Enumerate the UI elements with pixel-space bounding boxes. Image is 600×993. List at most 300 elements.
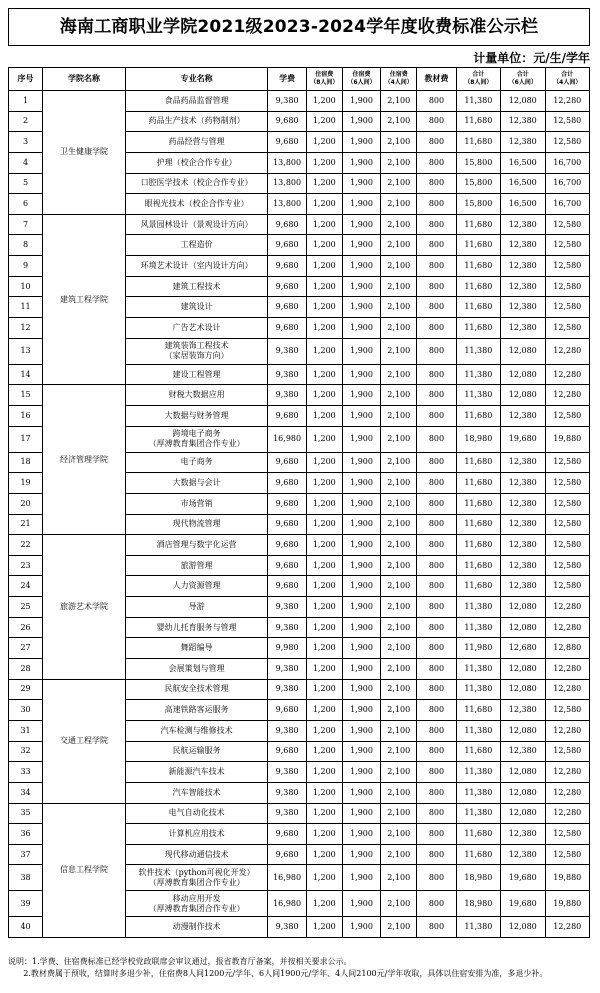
dorm-6-cell: 1,900 bbox=[342, 803, 380, 824]
major-cell: 建设工程管理 bbox=[125, 364, 268, 385]
tuition-cell: 9,680 bbox=[268, 473, 306, 494]
total-8-cell: 11,380 bbox=[456, 364, 500, 385]
books-cell: 800 bbox=[417, 256, 456, 277]
seq-cell: 37 bbox=[9, 844, 43, 865]
table-row bbox=[9, 803, 590, 824]
major-cell: 婴幼儿托育服务与管理 bbox=[125, 617, 268, 638]
dorm-8-cell: 1,200 bbox=[306, 473, 342, 494]
major-cell: 电气自动化技术 bbox=[125, 803, 268, 824]
books-cell: 800 bbox=[417, 917, 456, 938]
total-4-cell: 19,880 bbox=[545, 865, 590, 891]
seq-cell: 22 bbox=[9, 535, 43, 556]
total-6-cell: 12,380 bbox=[501, 473, 545, 494]
total-8-cell: 11,680 bbox=[456, 473, 500, 494]
dorm-8-cell: 1,200 bbox=[306, 891, 342, 917]
header-tuition: 学费 bbox=[268, 68, 306, 91]
total-4-cell: 12,280 bbox=[545, 364, 590, 385]
dorm-4-cell: 2,100 bbox=[381, 318, 417, 339]
major-cell: 眼视光技术（校企合作专业） bbox=[125, 194, 268, 215]
total-4-cell: 12,280 bbox=[545, 338, 590, 364]
major-cell: 民航安全技术管理 bbox=[125, 679, 268, 700]
major-cell: 广告艺术设计 bbox=[125, 318, 268, 339]
major-cell: 舞蹈编导 bbox=[125, 638, 268, 659]
total-8-cell: 11,380 bbox=[456, 917, 500, 938]
total-8-cell: 11,380 bbox=[456, 597, 500, 618]
seq-cell: 26 bbox=[9, 617, 43, 638]
dorm-8-cell: 1,200 bbox=[306, 762, 342, 783]
dorm-6-cell: 1,900 bbox=[342, 256, 380, 277]
total-6-cell: 12,380 bbox=[501, 297, 545, 318]
dorm-8-cell: 1,200 bbox=[306, 338, 342, 364]
total-6-cell: 12,380 bbox=[501, 276, 545, 297]
total-8-cell: 11,380 bbox=[456, 338, 500, 364]
dorm-4-cell: 2,100 bbox=[381, 891, 417, 917]
dorm-8-cell: 1,200 bbox=[306, 638, 342, 659]
books-cell: 800 bbox=[417, 535, 456, 556]
books-cell: 800 bbox=[417, 824, 456, 845]
total-6-cell: 12,080 bbox=[501, 659, 545, 680]
school-cell: 卫生健康学院 bbox=[43, 91, 126, 215]
dorm-4-cell: 2,100 bbox=[381, 473, 417, 494]
tuition-cell: 9,680 bbox=[268, 452, 306, 473]
tuition-cell: 9,680 bbox=[268, 824, 306, 845]
notes bbox=[8, 956, 590, 980]
dorm-6-cell: 1,900 bbox=[342, 638, 380, 659]
dorm-8-cell: 1,200 bbox=[306, 405, 342, 426]
dorm-6-cell: 1,900 bbox=[342, 297, 380, 318]
seq-cell: 2 bbox=[9, 111, 43, 132]
dorm-6-cell: 1,900 bbox=[342, 426, 380, 452]
seq-cell: 28 bbox=[9, 659, 43, 680]
total-8-cell: 11,980 bbox=[456, 638, 500, 659]
dorm-4-cell: 2,100 bbox=[381, 576, 417, 597]
total-6-cell: 12,380 bbox=[501, 493, 545, 514]
total-6-cell: 12,380 bbox=[501, 132, 545, 153]
books-cell: 800 bbox=[417, 426, 456, 452]
total-6-cell: 12,380 bbox=[501, 824, 545, 845]
tuition-cell: 9,680 bbox=[268, 555, 306, 576]
total-8-cell: 11,680 bbox=[456, 111, 500, 132]
dorm-4-cell: 2,100 bbox=[381, 338, 417, 364]
dorm-8-cell: 1,200 bbox=[306, 782, 342, 803]
total-8-cell: 11,680 bbox=[456, 276, 500, 297]
seq-cell: 12 bbox=[9, 318, 43, 339]
seq-cell: 16 bbox=[9, 405, 43, 426]
tuition-cell: 9,680 bbox=[268, 576, 306, 597]
total-4-cell: 12,580 bbox=[545, 700, 590, 721]
note-line: 2.教材费属于预收，结算时多退少补，住宿费8人间1200元/学年、6人间1900元/学年、4人间2100元/学年收取，具体以住宿安排为准，多退少补。 bbox=[8, 969, 548, 978]
seq-cell: 23 bbox=[9, 555, 43, 576]
dorm-8-cell: 1,200 bbox=[306, 111, 342, 132]
seq-cell: 11 bbox=[9, 297, 43, 318]
major-cell: 汽车智能技术 bbox=[125, 782, 268, 803]
seq-cell: 31 bbox=[9, 720, 43, 741]
tuition-cell: 9,680 bbox=[268, 276, 306, 297]
total-4-cell: 19,880 bbox=[545, 426, 590, 452]
dorm-4-cell: 2,100 bbox=[381, 803, 417, 824]
major-cell: 旅游管理 bbox=[125, 555, 268, 576]
tuition-cell: 13,800 bbox=[268, 194, 306, 215]
total-4-cell: 19,880 bbox=[545, 891, 590, 917]
dorm-6-cell: 1,900 bbox=[342, 405, 380, 426]
major-cell: 跨境电子商务 （厚溥教育集团合作专业） bbox=[125, 426, 268, 452]
dorm-4-cell: 2,100 bbox=[381, 364, 417, 385]
major-cell: 风景园林设计（景观设计方向） bbox=[125, 214, 268, 235]
major-cell: 口腔医学技术（校企合作专业） bbox=[125, 173, 268, 194]
tuition-cell: 9,680 bbox=[268, 256, 306, 277]
books-cell: 800 bbox=[417, 679, 456, 700]
total-4-cell: 12,280 bbox=[545, 597, 590, 618]
dorm-8-cell: 1,200 bbox=[306, 824, 342, 845]
major-cell: 计算机应用技术 bbox=[125, 824, 268, 845]
dorm-8-cell: 1,200 bbox=[306, 297, 342, 318]
table-row bbox=[9, 385, 590, 406]
seq-cell: 33 bbox=[9, 762, 43, 783]
seq-cell: 15 bbox=[9, 385, 43, 406]
total-8-cell: 11,680 bbox=[456, 405, 500, 426]
tuition-cell: 9,680 bbox=[268, 741, 306, 762]
books-cell: 800 bbox=[417, 111, 456, 132]
total-8-cell: 11,680 bbox=[456, 214, 500, 235]
total-8-cell: 11,680 bbox=[456, 235, 500, 256]
dorm-6-cell: 1,900 bbox=[342, 617, 380, 638]
dorm-4-cell: 2,100 bbox=[381, 720, 417, 741]
total-4-cell: 12,580 bbox=[545, 535, 590, 556]
dorm-6-cell: 1,900 bbox=[342, 597, 380, 618]
total-6-cell: 16,500 bbox=[501, 194, 545, 215]
dorm-8-cell: 1,200 bbox=[306, 318, 342, 339]
total-6-cell: 12,380 bbox=[501, 235, 545, 256]
tuition-cell: 9,680 bbox=[268, 844, 306, 865]
dorm-4-cell: 2,100 bbox=[381, 111, 417, 132]
header-total-6: 合计 （6人间） bbox=[501, 68, 545, 91]
seq-cell: 25 bbox=[9, 597, 43, 618]
total-4-cell: 12,280 bbox=[545, 917, 590, 938]
total-8-cell: 11,680 bbox=[456, 318, 500, 339]
books-cell: 800 bbox=[417, 803, 456, 824]
total-6-cell: 12,380 bbox=[501, 700, 545, 721]
fee-table bbox=[8, 67, 590, 938]
dorm-8-cell: 1,200 bbox=[306, 426, 342, 452]
tuition-cell: 9,380 bbox=[268, 659, 306, 680]
total-6-cell: 12,080 bbox=[501, 803, 545, 824]
books-cell: 800 bbox=[417, 91, 456, 112]
seq-cell: 18 bbox=[9, 452, 43, 473]
total-6-cell: 12,380 bbox=[501, 844, 545, 865]
tuition-cell: 9,680 bbox=[268, 700, 306, 721]
seq-cell: 35 bbox=[9, 803, 43, 824]
seq-cell: 30 bbox=[9, 700, 43, 721]
seq-cell: 14 bbox=[9, 364, 43, 385]
dorm-8-cell: 1,200 bbox=[306, 91, 342, 112]
major-cell: 建筑装饰工程技术 （家居装饰方向） bbox=[125, 338, 268, 364]
major-cell: 软件技术（python可视化开发） （厚溥教育集团合作专业） bbox=[125, 865, 268, 891]
seq-cell: 21 bbox=[9, 514, 43, 535]
major-cell: 移动应用开发 （厚溥教育集团合作专业） bbox=[125, 891, 268, 917]
total-4-cell: 12,880 bbox=[545, 638, 590, 659]
dorm-6-cell: 1,900 bbox=[342, 493, 380, 514]
major-cell: 电子商务 bbox=[125, 452, 268, 473]
unit-label: 计量单位：元/生/学年 bbox=[473, 51, 590, 65]
major-cell: 环境艺术设计（室内设计方向） bbox=[125, 256, 268, 277]
total-6-cell: 12,380 bbox=[501, 514, 545, 535]
dorm-4-cell: 2,100 bbox=[381, 917, 417, 938]
total-4-cell: 12,580 bbox=[545, 214, 590, 235]
tuition-cell: 9,680 bbox=[268, 493, 306, 514]
seq-cell: 20 bbox=[9, 493, 43, 514]
header-major: 专业名称 bbox=[125, 68, 268, 91]
tuition-cell: 9,680 bbox=[268, 318, 306, 339]
major-cell: 导游 bbox=[125, 597, 268, 618]
tuition-cell: 9,380 bbox=[268, 597, 306, 618]
dorm-8-cell: 1,200 bbox=[306, 535, 342, 556]
books-cell: 800 bbox=[417, 762, 456, 783]
seq-cell: 4 bbox=[9, 152, 43, 173]
dorm-6-cell: 1,900 bbox=[342, 132, 380, 153]
total-4-cell: 12,580 bbox=[545, 514, 590, 535]
total-6-cell: 12,080 bbox=[501, 597, 545, 618]
total-4-cell: 12,280 bbox=[545, 720, 590, 741]
major-cell: 汽车检测与维修技术 bbox=[125, 720, 268, 741]
total-4-cell: 12,580 bbox=[545, 493, 590, 514]
major-cell: 大数据与财务管理 bbox=[125, 405, 268, 426]
major-cell: 建筑设计 bbox=[125, 297, 268, 318]
dorm-8-cell: 1,200 bbox=[306, 555, 342, 576]
seq-cell: 6 bbox=[9, 194, 43, 215]
major-cell: 人力资源管理 bbox=[125, 576, 268, 597]
total-6-cell: 12,380 bbox=[501, 256, 545, 277]
total-8-cell: 11,680 bbox=[456, 741, 500, 762]
total-6-cell: 12,080 bbox=[501, 364, 545, 385]
header-school: 学院名称 bbox=[43, 68, 126, 91]
books-cell: 800 bbox=[417, 132, 456, 153]
books-cell: 800 bbox=[417, 720, 456, 741]
total-4-cell: 12,580 bbox=[545, 111, 590, 132]
dorm-4-cell: 2,100 bbox=[381, 132, 417, 153]
books-cell: 800 bbox=[417, 659, 456, 680]
dorm-6-cell: 1,900 bbox=[342, 844, 380, 865]
total-4-cell: 12,280 bbox=[545, 762, 590, 783]
dorm-8-cell: 1,200 bbox=[306, 741, 342, 762]
dorm-4-cell: 2,100 bbox=[381, 514, 417, 535]
tuition-cell: 9,680 bbox=[268, 235, 306, 256]
seq-cell: 17 bbox=[9, 426, 43, 452]
dorm-4-cell: 2,100 bbox=[381, 152, 417, 173]
seq-cell: 34 bbox=[9, 782, 43, 803]
total-8-cell: 11,680 bbox=[456, 700, 500, 721]
major-cell: 民航运输服务 bbox=[125, 741, 268, 762]
major-cell: 药品经营与管理 bbox=[125, 132, 268, 153]
tuition-cell: 9,680 bbox=[268, 214, 306, 235]
tuition-cell: 9,680 bbox=[268, 535, 306, 556]
tuition-cell: 9,380 bbox=[268, 803, 306, 824]
school-cell: 旅游艺术学院 bbox=[43, 535, 126, 679]
tuition-cell: 16,980 bbox=[268, 865, 306, 891]
tuition-cell: 9,380 bbox=[268, 917, 306, 938]
seq-cell: 32 bbox=[9, 741, 43, 762]
total-8-cell: 11,380 bbox=[456, 91, 500, 112]
seq-cell: 9 bbox=[9, 256, 43, 277]
total-6-cell: 12,380 bbox=[501, 452, 545, 473]
dorm-4-cell: 2,100 bbox=[381, 741, 417, 762]
dorm-4-cell: 2,100 bbox=[381, 597, 417, 618]
books-cell: 800 bbox=[417, 576, 456, 597]
dorm-6-cell: 1,900 bbox=[342, 318, 380, 339]
tuition-cell: 9,680 bbox=[268, 132, 306, 153]
dorm-4-cell: 2,100 bbox=[381, 865, 417, 891]
total-4-cell: 12,580 bbox=[545, 297, 590, 318]
books-cell: 800 bbox=[417, 152, 456, 173]
dorm-6-cell: 1,900 bbox=[342, 364, 380, 385]
total-8-cell: 11,380 bbox=[456, 617, 500, 638]
tuition-cell: 9,380 bbox=[268, 364, 306, 385]
dorm-6-cell: 1,900 bbox=[342, 720, 380, 741]
dorm-8-cell: 1,200 bbox=[306, 214, 342, 235]
dorm-6-cell: 1,900 bbox=[342, 782, 380, 803]
dorm-8-cell: 1,200 bbox=[306, 844, 342, 865]
header-total-8: 合计 （8人间） bbox=[456, 68, 500, 91]
dorm-6-cell: 1,900 bbox=[342, 276, 380, 297]
major-cell: 大数据与会计 bbox=[125, 473, 268, 494]
dorm-6-cell: 1,900 bbox=[342, 473, 380, 494]
dorm-4-cell: 2,100 bbox=[381, 535, 417, 556]
dorm-6-cell: 1,900 bbox=[342, 194, 380, 215]
total-4-cell: 12,580 bbox=[545, 741, 590, 762]
dorm-6-cell: 1,900 bbox=[342, 865, 380, 891]
dorm-8-cell: 1,200 bbox=[306, 235, 342, 256]
dorm-6-cell: 1,900 bbox=[342, 338, 380, 364]
dorm-8-cell: 1,200 bbox=[306, 917, 342, 938]
dorm-4-cell: 2,100 bbox=[381, 762, 417, 783]
total-8-cell: 11,380 bbox=[456, 803, 500, 824]
dorm-4-cell: 2,100 bbox=[381, 659, 417, 680]
tuition-cell: 9,980 bbox=[268, 638, 306, 659]
seq-cell: 1 bbox=[9, 91, 43, 112]
seq-cell: 13 bbox=[9, 338, 43, 364]
dorm-4-cell: 2,100 bbox=[381, 256, 417, 277]
table-row bbox=[9, 214, 590, 235]
books-cell: 800 bbox=[417, 276, 456, 297]
seq-cell: 40 bbox=[9, 917, 43, 938]
books-cell: 800 bbox=[417, 364, 456, 385]
major-cell: 药品生产技术（药物制剂） bbox=[125, 111, 268, 132]
dorm-4-cell: 2,100 bbox=[381, 194, 417, 215]
dorm-8-cell: 1,200 bbox=[306, 173, 342, 194]
total-4-cell: 12,280 bbox=[545, 803, 590, 824]
dorm-4-cell: 2,100 bbox=[381, 426, 417, 452]
tuition-cell: 9,380 bbox=[268, 720, 306, 741]
books-cell: 800 bbox=[417, 782, 456, 803]
major-cell: 动漫制作技术 bbox=[125, 917, 268, 938]
total-4-cell: 12,580 bbox=[545, 256, 590, 277]
books-cell: 800 bbox=[417, 297, 456, 318]
total-8-cell: 11,680 bbox=[456, 452, 500, 473]
books-cell: 800 bbox=[417, 405, 456, 426]
seq-cell: 3 bbox=[9, 132, 43, 153]
total-4-cell: 16,700 bbox=[545, 152, 590, 173]
dorm-8-cell: 1,200 bbox=[306, 576, 342, 597]
dorm-8-cell: 1,200 bbox=[306, 385, 342, 406]
dorm-4-cell: 2,100 bbox=[381, 824, 417, 845]
total-6-cell: 16,500 bbox=[501, 173, 545, 194]
seq-cell: 7 bbox=[9, 214, 43, 235]
books-cell: 800 bbox=[417, 493, 456, 514]
dorm-6-cell: 1,900 bbox=[342, 514, 380, 535]
total-8-cell: 11,380 bbox=[456, 385, 500, 406]
dorm-6-cell: 1,900 bbox=[342, 535, 380, 556]
tuition-cell: 9,680 bbox=[268, 111, 306, 132]
books-cell: 800 bbox=[417, 318, 456, 339]
dorm-6-cell: 1,900 bbox=[342, 891, 380, 917]
dorm-6-cell: 1,900 bbox=[342, 173, 380, 194]
total-6-cell: 12,680 bbox=[501, 638, 545, 659]
tuition-cell: 9,380 bbox=[268, 91, 306, 112]
books-cell: 800 bbox=[417, 173, 456, 194]
dorm-6-cell: 1,900 bbox=[342, 659, 380, 680]
header-dorm-4: 住宿费 （4人间） bbox=[381, 68, 417, 91]
total-8-cell: 18,980 bbox=[456, 426, 500, 452]
major-cell: 现代物流管理 bbox=[125, 514, 268, 535]
total-6-cell: 12,080 bbox=[501, 338, 545, 364]
dorm-4-cell: 2,100 bbox=[381, 452, 417, 473]
dorm-6-cell: 1,900 bbox=[342, 679, 380, 700]
dorm-8-cell: 1,200 bbox=[306, 194, 342, 215]
table-row bbox=[9, 679, 590, 700]
dorm-8-cell: 1,200 bbox=[306, 720, 342, 741]
total-8-cell: 15,800 bbox=[456, 194, 500, 215]
books-cell: 800 bbox=[417, 555, 456, 576]
dorm-6-cell: 1,900 bbox=[342, 214, 380, 235]
total-6-cell: 12,080 bbox=[501, 917, 545, 938]
school-cell: 建筑工程学院 bbox=[43, 214, 126, 384]
total-4-cell: 12,280 bbox=[545, 659, 590, 680]
total-4-cell: 12,580 bbox=[545, 844, 590, 865]
tuition-cell: 9,680 bbox=[268, 297, 306, 318]
total-6-cell: 12,380 bbox=[501, 576, 545, 597]
tuition-cell: 13,800 bbox=[268, 152, 306, 173]
dorm-8-cell: 1,200 bbox=[306, 493, 342, 514]
total-8-cell: 11,380 bbox=[456, 679, 500, 700]
total-4-cell: 12,580 bbox=[545, 276, 590, 297]
school-cell: 经济管理学院 bbox=[43, 385, 126, 535]
dorm-4-cell: 2,100 bbox=[381, 214, 417, 235]
total-4-cell: 16,700 bbox=[545, 173, 590, 194]
dorm-4-cell: 2,100 bbox=[381, 782, 417, 803]
total-4-cell: 12,280 bbox=[545, 385, 590, 406]
dorm-6-cell: 1,900 bbox=[342, 385, 380, 406]
total-8-cell: 15,800 bbox=[456, 152, 500, 173]
header-total-4: 合计 （4人间） bbox=[545, 68, 590, 91]
total-8-cell: 18,980 bbox=[456, 865, 500, 891]
dorm-6-cell: 1,900 bbox=[342, 576, 380, 597]
total-4-cell: 12,580 bbox=[545, 576, 590, 597]
total-4-cell: 12,280 bbox=[545, 91, 590, 112]
dorm-8-cell: 1,200 bbox=[306, 597, 342, 618]
dorm-6-cell: 1,900 bbox=[342, 152, 380, 173]
seq-cell: 39 bbox=[9, 891, 43, 917]
total-6-cell: 16,500 bbox=[501, 152, 545, 173]
dorm-8-cell: 1,200 bbox=[306, 276, 342, 297]
total-8-cell: 11,680 bbox=[456, 555, 500, 576]
dorm-8-cell: 1,200 bbox=[306, 617, 342, 638]
dorm-8-cell: 1,200 bbox=[306, 865, 342, 891]
total-4-cell: 12,280 bbox=[545, 782, 590, 803]
tuition-cell: 16,980 bbox=[268, 426, 306, 452]
total-8-cell: 11,380 bbox=[456, 782, 500, 803]
major-cell: 新能源汽车技术 bbox=[125, 762, 268, 783]
major-cell: 建筑工程技术 bbox=[125, 276, 268, 297]
total-4-cell: 12,280 bbox=[545, 679, 590, 700]
